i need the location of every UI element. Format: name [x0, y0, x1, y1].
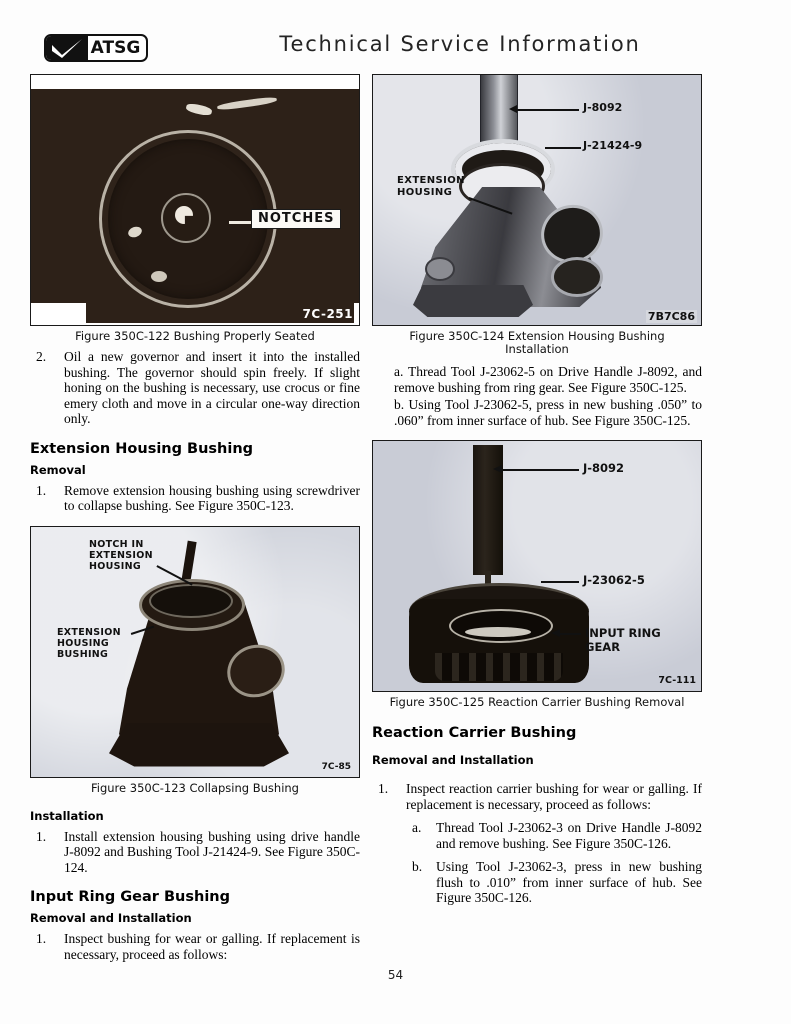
housing-bushing-bore [149, 584, 233, 618]
input-ring-gear-leader-line [559, 633, 581, 635]
figure-350c-123-caption: Figure 350C-123 Collapsing Bushing [91, 780, 299, 795]
housing-port-lower [551, 257, 603, 297]
list-item-install-extension-bushing [30, 829, 360, 876]
heading-input-ring-gear-bushing: Input Ring Gear Bushing [30, 889, 231, 905]
figure-350c-125 [372, 440, 702, 709]
figure-350c-122-image [30, 74, 360, 326]
figure-350c-124-image [372, 74, 702, 326]
photo-highlight [151, 271, 167, 282]
figure-350c-124-caption: Figure 350C-124 Extension Housing Bushing Installation [409, 329, 665, 356]
housing-flange [413, 285, 533, 317]
figure-corner-code: 7C-251 [302, 307, 353, 321]
j8092-arrow-icon [509, 105, 517, 113]
heading-installation: Installation [30, 808, 104, 823]
bushing-tool-j23062-5 [449, 609, 553, 643]
list-item-b-press-bushing [402, 859, 702, 906]
left-column [30, 74, 360, 962]
item-b-press-bushing: b. Using Tool J-23062-5, press in new bushing .050” to .060” from inner surface of hub. See Figure 350C-125. [394, 397, 702, 428]
figure-corner-code: 7C-85 [321, 761, 351, 772]
j8092-arrow-icon [493, 465, 502, 473]
input-ring-gear-label: INPUT RING GEAR [585, 626, 661, 654]
bushing-tool-slot [465, 627, 531, 637]
atsg-logo-text: ATSG [90, 38, 141, 58]
list-item-text: Using Tool J-23062-3, press in new bushing flush to .010” from inner surface of hub. See Figure 350C-126. [436, 859, 702, 905]
input-ring-gear-splines [435, 653, 563, 681]
figure-350c-125-caption: Figure 350C-125 Reaction Carrier Bushing Removal [389, 695, 685, 709]
j23062-leader-line [541, 581, 579, 583]
notch-in-extension-housing-label: NOTCH IN EXTENSION HOUSING [89, 538, 153, 572]
item-a-thread-tool: a. Thread Tool J-23062-5 on Drive Handle J-8092, and remove bushing from ring gear. See Figure 350C-125. [394, 364, 702, 395]
checkmark-icon [46, 36, 88, 60]
list-item-number: 1. [378, 781, 389, 796]
figure-corner-code: 7B7C86 [647, 310, 695, 323]
j8092-leader-line [501, 469, 579, 471]
heading-removal: Removal [30, 462, 86, 477]
page-title: Technical Service Information [279, 32, 641, 56]
list-item-inspect-bushing [30, 931, 360, 962]
list-item-a-thread-tool [402, 820, 702, 851]
figure-350c-124 [372, 74, 702, 356]
page-number: 54 [387, 968, 404, 982]
figure-350c-122 [30, 74, 360, 343]
list-item-text: Install extension housing bushing using drive handle J-8092 and Bushing Tool J-21424-9. See Figure 350C-124. [64, 828, 360, 875]
governor-hub [161, 193, 211, 243]
housing-flange [109, 723, 289, 767]
heading-extension-housing-bushing: Extension Housing Bushing [30, 440, 254, 457]
extension-housing-label: EXTENSION HOUSING [397, 175, 465, 198]
list-item-text: Remove extension housing bushing using screwdriver to collapse bushing. See Figure 350C-123. [64, 482, 360, 513]
list-item-text: Oil a new governor and insert it into the installed bushing. The governor should spin freely. If slight honing on the bushing is necessary, use crocus or fine emery cloth and move in a circular one-way direction only. [64, 349, 360, 426]
list-item-text: Inspect bushing for wear or galling. If replacement is necessary, proceed as follows: [64, 931, 360, 962]
j8092-label: J-8092 [583, 461, 625, 475]
heading-removal-and-installation: Removal and Installation [372, 753, 534, 767]
list-item-number: 1. [36, 828, 47, 844]
atsg-logo [44, 34, 148, 62]
page-header [30, 32, 760, 70]
list-item-letter: a. [412, 820, 422, 835]
list-item-inspect-reaction-carrier [372, 781, 702, 812]
figure-350c-123-image [30, 526, 360, 778]
list-item-letter: b. [412, 859, 423, 874]
list-item-text: Thread Tool J-23062-3 on Drive Handle J-8092 and remove bushing. See Figure 350C-126. [436, 820, 702, 851]
list-item-text: Inspect reaction carrier bushing for wear or galling. If replacement is necessary, proceed as follows: [406, 781, 702, 812]
housing-boss [425, 257, 455, 281]
notches-label: NOTCHES [251, 209, 341, 229]
list-item-number: 1. [36, 482, 47, 498]
list-item-remove-extension-bushing [30, 483, 360, 514]
figure-350c-122-caption: Figure 350C-122 Bushing Properly Seated [75, 329, 315, 343]
j8092-leader-line [513, 109, 579, 111]
j8092-label: J-8092 [583, 101, 623, 114]
figure-corner-code: 7C-111 [658, 675, 696, 686]
right-column [372, 74, 702, 906]
j21424-leader-line [545, 147, 581, 149]
list-item-number: 2. [36, 349, 47, 364]
input-ring-gear-arrow-icon [551, 629, 560, 637]
extension-housing-bushing-label: EXTENSION HOUSING BUSHING [57, 626, 121, 660]
list-item-number: 1. [36, 931, 47, 946]
j21424-9-label: J-21424-9 [583, 139, 643, 152]
j23062-5-label: J-23062-5 [583, 573, 645, 587]
figure-350c-125-image [372, 440, 702, 692]
figure-350c-123 [30, 526, 360, 795]
heading-removal-and-installation: Removal and Installation [30, 911, 192, 925]
heading-reaction-carrier-bushing: Reaction Carrier Bushing [372, 725, 577, 741]
list-item-governor-oil [30, 349, 360, 427]
